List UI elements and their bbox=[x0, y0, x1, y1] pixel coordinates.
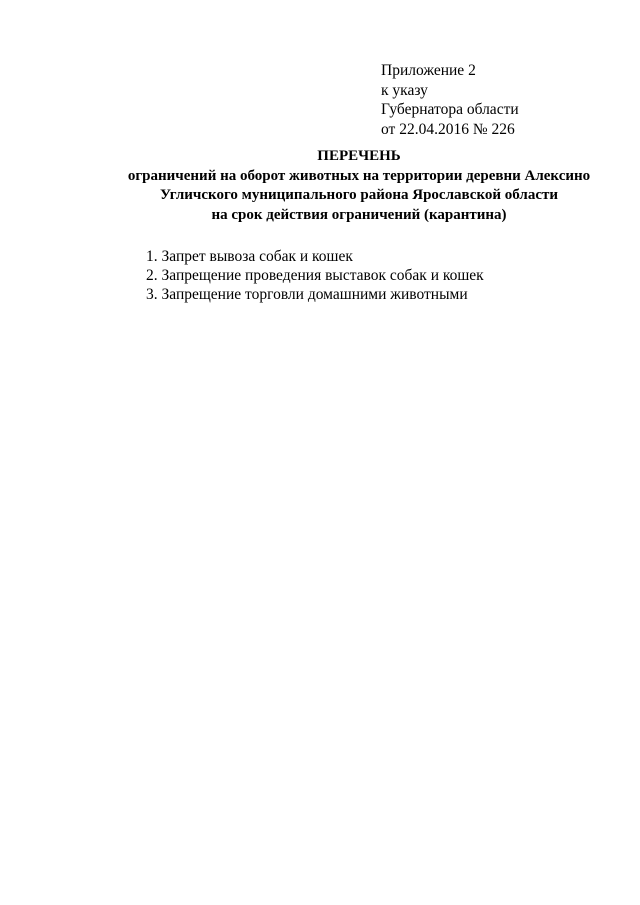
document-subtitle-line: на срок действия ограничений (карантина) bbox=[211, 206, 507, 223]
document-heading bbox=[100, 147, 618, 225]
appendix-reference bbox=[381, 61, 519, 139]
appendix-line: от 22.04.2016 № 226 bbox=[381, 120, 515, 138]
document-subtitle-line: Угличского муниципального района Ярославской области bbox=[160, 187, 558, 203]
list-item: 2. Запрещение проведения выставок собак и кошек bbox=[146, 267, 484, 284]
list-item: 1. Запрет вывоза собак и кошек bbox=[146, 248, 353, 265]
document-title: ПЕРЕЧЕНЬ bbox=[317, 148, 401, 164]
appendix-line: Приложение 2 bbox=[381, 62, 476, 79]
list-item: 3. Запрещение торговли домашними животными bbox=[146, 286, 468, 303]
appendix-line: Губернатора области bbox=[381, 101, 519, 118]
appendix-line: к указу bbox=[381, 81, 428, 99]
document-subtitle-line: ограничений на оборот животных на территории деревни Алексино bbox=[127, 167, 591, 184]
restrictions-list bbox=[146, 247, 484, 304]
